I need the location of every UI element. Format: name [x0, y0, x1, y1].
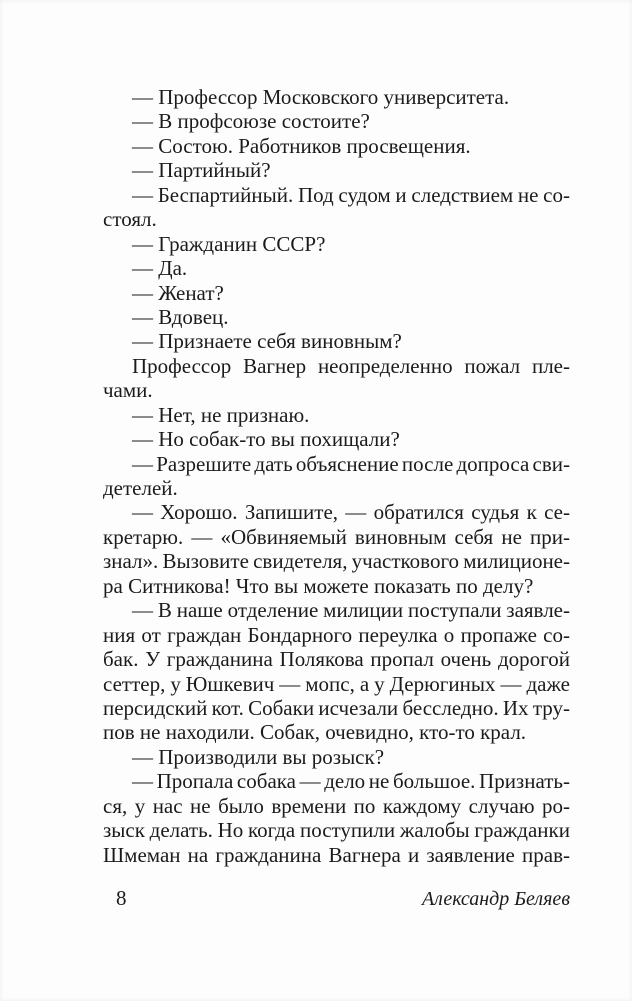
text-line: персидский кот. Собаки исчезали бесследно. Их тру- — [103, 695, 570, 720]
text-line: — Пропала собака — дело не большое. Признать- — [132, 769, 570, 794]
text-line: — В профсоюзе состоите? — [132, 109, 370, 134]
text-line: — Вдовец. — [132, 304, 229, 329]
text-line: стоял. — [103, 207, 157, 232]
text-line: Шмеман на гражданина Вагнера и заявление прав- — [103, 842, 570, 867]
text-line: — Состою. Работников просвещения. — [132, 133, 471, 158]
text-line: — В наше отделение милиции поступали заявле- — [132, 598, 570, 623]
text-line: пов не находили. Собак, очевидно, кто-то крал. — [103, 720, 527, 745]
running-author: Александр Беляев — [421, 888, 570, 910]
text-line: — Партийный? — [132, 158, 271, 183]
text-line: бак. У гражданина Полякова пропал очень дорогой — [103, 647, 570, 672]
text-line: — Но собак-то вы похищали? — [132, 427, 400, 452]
text-line: знал». Вызовите свидетеля, участкового милиционе- — [103, 549, 570, 574]
text-line: — Нет, не признаю. — [132, 402, 310, 427]
text-line: сеттер, у Юшкевич — мопс, а у Дерюгиных — даже — [103, 671, 570, 696]
text-line: — Беспартийный. Под судом и следствием не со- — [132, 182, 570, 207]
text-line: кретарю. — «Обвиняемый виновным себя не при- — [103, 524, 570, 549]
page-footer — [103, 886, 570, 911]
text-line: — Разрешите дать объяснение после допроса сви- — [132, 451, 570, 476]
text-line: — Да. — [132, 256, 188, 281]
text-line: Профессор Вагнер неопределенно пожал пле- — [132, 353, 570, 378]
text-line: — Производили вы розыск? — [132, 744, 385, 769]
text-line: — Профессор Московского университета. — [132, 85, 510, 109]
text-line: — Гражданин СССР? — [132, 231, 326, 256]
text-line: ся, у нас не было времени по каждому случаю ро- — [103, 793, 570, 818]
text-line: ра Ситникова! Что вы можете показать по делу? — [103, 573, 534, 598]
text-line: чами. — [103, 378, 153, 403]
text-line: — Признаете себя виновным? — [132, 329, 402, 354]
text-line: зыск делать. Но когда поступили жалобы гражданки — [103, 818, 570, 843]
text-block — [103, 85, 570, 867]
text-line: детелей. — [103, 476, 178, 500]
text-line: ния от граждан Бондарного переулка о пропаже со- — [103, 622, 570, 647]
text-line: — Хорошо. Запишите, — обратился судья к се- — [132, 500, 570, 525]
page-number: 8 — [116, 886, 127, 910]
text-line: — Женат? — [132, 280, 224, 305]
